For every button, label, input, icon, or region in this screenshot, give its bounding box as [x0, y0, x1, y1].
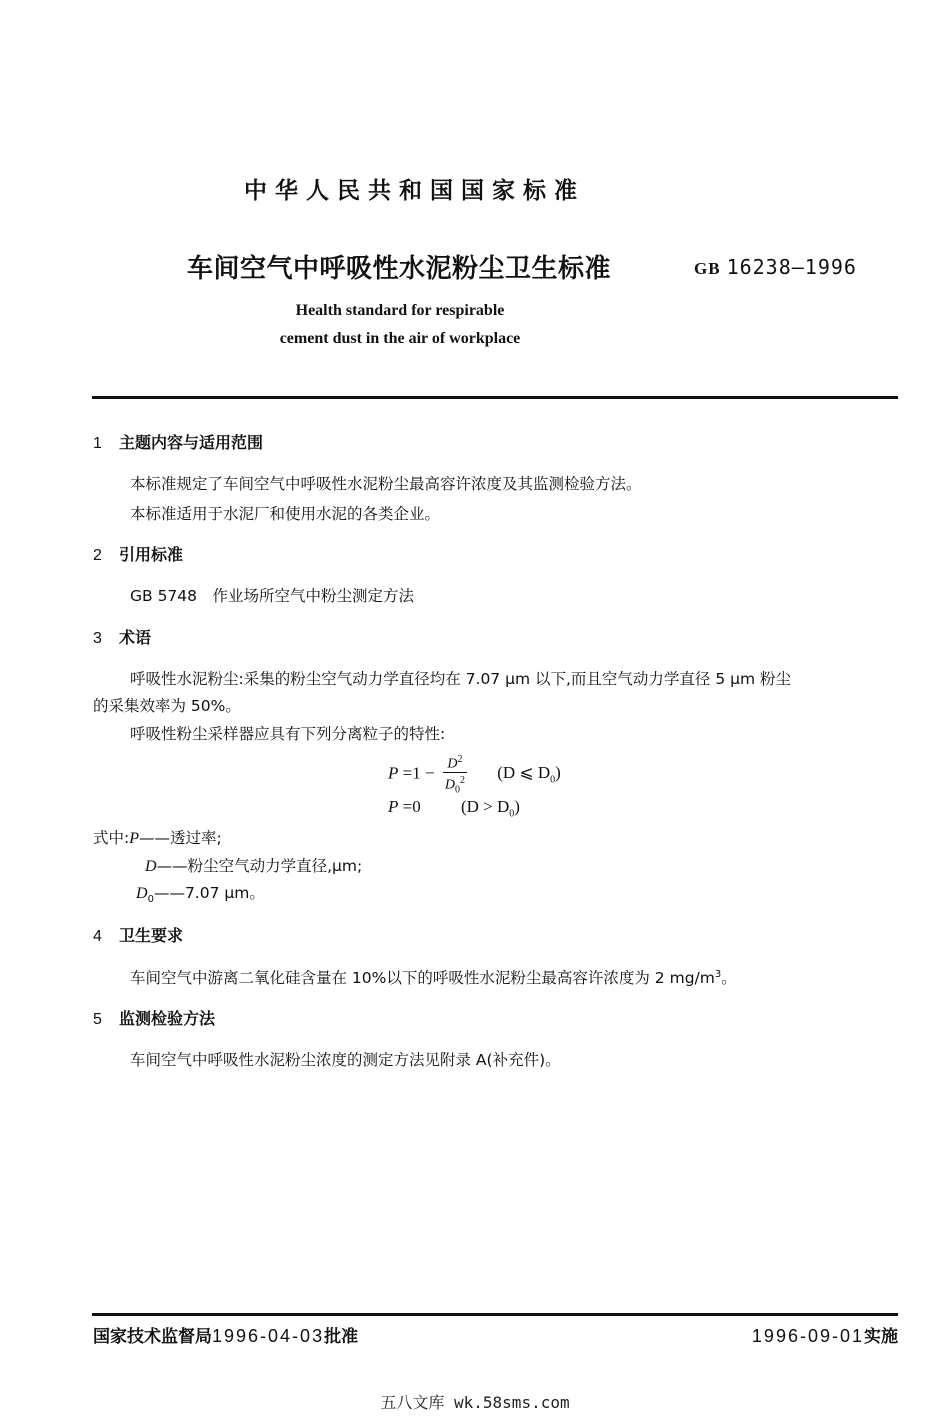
- code-number: 16238—1996: [726, 255, 857, 279]
- formula-fraction: $\frac{D^2}{D_0^2}$: [444, 754, 465, 796]
- definition-paragraph-line-2: 的采集效率为 50%。: [93, 697, 241, 715]
- section-heading-2: 2 引用标准: [93, 545, 184, 564]
- section-heading-3: 3 术语: [93, 628, 152, 647]
- code-prefix: GB: [694, 259, 721, 278]
- section-heading-5: 5 监测检验方法: [93, 1009, 216, 1028]
- where-item-p: 式中:P——透过率;: [93, 829, 222, 847]
- english-title-line-2: cement dust in the air of workplace: [279, 330, 521, 347]
- formula-line-2: P =0 $(D > D_0)$: [388, 797, 520, 820]
- effective-info: 1996-09-01实施: [751, 1326, 898, 1347]
- section-1-paragraph-1: 本标准规定了车间空气中呼吸性水泥粉尘最高容许浓度及其监测检验方法。: [130, 475, 642, 493]
- where-item-d0: $D_0——7.07$ μm。: [136, 884, 265, 906]
- section-heading-1: 1 主题内容与适用范围: [93, 433, 264, 452]
- national-standard-heading: 中华人民共和国国家标准: [244, 178, 585, 204]
- section-1-paragraph-2: 本标准适用于水泥厂和使用水泥的各类企业。: [130, 505, 441, 523]
- referenced-standard: GB 5748 作业场所空气中粉尘测定方法: [130, 587, 415, 605]
- english-title-line-1: Health standard for respirable: [295, 302, 505, 319]
- standard-code: [694, 255, 857, 279]
- hygiene-requirement: 车间空气中游离二氧化硅含量在 10%以下的呼吸性水泥粉尘最高容许浓度为 2 $mg/m^3$。: [130, 968, 737, 987]
- monitoring-method: 车间空气中呼吸性水泥粉尘浓度的测定方法见附录 A(补充件)。: [130, 1051, 561, 1069]
- section-heading-4: 4 卫生要求: [93, 926, 184, 945]
- document-title: 车间空气中呼吸性水泥粉尘卫生标准: [187, 254, 612, 284]
- footer-divider: [92, 1313, 898, 1316]
- watermark: 五八文库 wk.58sms.com: [380, 1393, 570, 1412]
- sampler-characteristic-intro: 呼吸性粉尘采样器应具有下列分离粒子的特性:: [130, 725, 446, 743]
- approval-info: 国家技术监督局1996-04-03批准: [93, 1326, 359, 1347]
- definition-paragraph-line-1: 呼吸性水泥粉尘:采集的粉尘空气动力学直径均在 7.07 μm 以下,而且空气动力学直径 5 μm 粉尘: [130, 670, 792, 688]
- formula-line-1: P =1 − $\frac{D^2}{D_0^2}$ (D ⩽ $D_0$): [388, 754, 561, 796]
- header-divider: [92, 396, 898, 399]
- where-item-d: D——粉尘空气动力学直径,μm;: [145, 857, 363, 875]
